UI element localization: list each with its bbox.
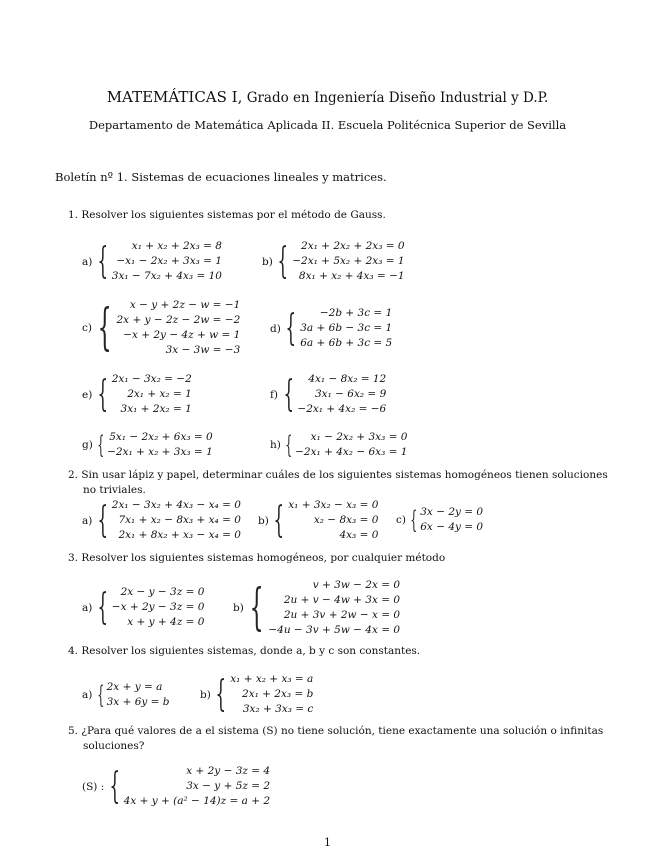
equation: 8x₁ + x₂ + 4x₃ = −1 [298, 270, 405, 282]
equation: x + y + 4z = 0 [127, 616, 205, 628]
problem-text-line: 4. Resolver los siguientes sistemas, donde a, b y c son constantes. [68, 645, 421, 657]
equation: 2x + y = a [106, 681, 163, 693]
equation: 3x − 2y = 0 [420, 506, 484, 518]
left-brace-icon: { [410, 504, 418, 534]
left-brace-icon: { [277, 239, 289, 283]
problem-text-line: 2. Sin usar lápiz y papel, determinar cuáles de los siguientes sistemas homogéneos tienen soluciones [68, 469, 608, 481]
bulletin-heading: Boletín nº 1. Sistemas de ecuaciones lineales y matrices. [55, 170, 387, 184]
left-brace-icon: { [109, 764, 120, 808]
left-brace-icon: { [249, 578, 264, 637]
equation: −2x₁ + 4x₂ = −6 [297, 403, 387, 415]
system-5s [82, 764, 270, 809]
equation: 3a + 6b − 3c = 1 [300, 322, 393, 334]
system-label: g) [82, 439, 93, 451]
equation: 3x₁ − 6x₂ = 9 [315, 388, 387, 400]
equation: 6a + 6b + 3c = 5 [300, 337, 393, 349]
equation: −2x₁ + 4x₂ − 6x₃ = 1 [295, 446, 408, 458]
equation: −4u − 3v + 5w − 4x = 0 [268, 624, 401, 636]
equation: 3x + 6y = b [106, 696, 170, 708]
problem-text-line: 3. Resolver los siguientes sistemas homogéneos, por cualquier método [68, 552, 446, 564]
problem-4-statement [68, 644, 420, 659]
equation: x₁ + x₂ + 2x₃ = 8 [131, 240, 222, 252]
equation-list [112, 239, 222, 284]
equation: 2u + 3v + 2w − x = 0 [283, 609, 401, 621]
system-label: a) [82, 601, 93, 614]
problem-3-statement [68, 551, 445, 566]
equation: 2x − y − 3z = 0 [120, 586, 205, 598]
system-4b [200, 672, 313, 717]
system-label: d) [270, 322, 281, 335]
equation-list [107, 430, 213, 460]
problem-1-statement [68, 208, 386, 223]
system-label: h) [270, 439, 281, 451]
system-label: (S) : [82, 780, 105, 793]
equation: −x + 2y − 4z + w = 1 [123, 329, 241, 341]
equation: 3x₁ + 2x₂ = 1 [120, 403, 192, 415]
problem-text-line: 1. Resolver los siguientes sistemas por el método de Gauss. [68, 209, 386, 221]
left-brace-icon: { [97, 679, 105, 709]
equation: 7x₁ + x₂ − 8x₃ + x₄ = 0 [118, 514, 241, 526]
system-2a [82, 498, 241, 543]
problem-text-line: 5. ¿Para qué valores de a el sistema (S) no tiene solución, tiene exactamente una solución o infinitas [68, 725, 604, 737]
left-brace-icon: { [97, 429, 105, 459]
system-label: a) [82, 514, 93, 527]
equation: −x₁ − 2x₂ + 3x₃ = 1 [116, 255, 222, 267]
equation-list [300, 306, 392, 351]
system-1d [270, 306, 392, 351]
equation: 2x₁ + 2x₃ = b [242, 688, 314, 700]
system-label: b) [200, 688, 211, 701]
equation-list [107, 680, 170, 710]
equation: 2x₁ + 8x₂ + x₃ − x₄ = 0 [118, 529, 241, 541]
system-label: a) [82, 255, 93, 268]
equation: 4x₁ − 8x₂ = 12 [308, 373, 387, 385]
left-brace-icon: { [97, 298, 112, 357]
equation-list [297, 372, 386, 417]
equation-list [112, 585, 205, 630]
system-1c [82, 298, 240, 358]
system-label: b) [233, 602, 244, 614]
equation: 2x₁ − 3x₂ + 4x₃ − x₄ = 0 [111, 499, 241, 511]
equation: −2x₁ + 5x₂ + 2x₃ = 1 [292, 255, 405, 267]
left-brace-icon: { [97, 239, 108, 283]
system-label: b) [262, 255, 273, 268]
equation: 2x + y − 2z − 2w = −2 [116, 314, 241, 326]
equation-list [295, 430, 407, 460]
system-label: a) [82, 689, 93, 701]
left-brace-icon: { [97, 585, 108, 629]
equation-list [112, 498, 241, 543]
system-1e [82, 372, 192, 417]
equation-list [230, 672, 313, 717]
equation: v + 3w − 2x = 0 [312, 579, 401, 591]
equation-list [268, 578, 400, 638]
equation-list [124, 764, 270, 809]
system-1g [82, 430, 213, 460]
equation: −x + 2y − 3z = 0 [111, 601, 205, 613]
equation: 3x − 3w = −3 [165, 344, 241, 356]
equation-list [117, 298, 241, 358]
equation: 3x₂ + 3x₃ = c [242, 703, 314, 715]
problem-text-line: no triviales. [83, 484, 146, 496]
left-brace-icon: { [285, 306, 297, 350]
system-4a [82, 680, 170, 710]
equation: 5x₁ − 2x₂ + 6x₃ = 0 [109, 431, 213, 443]
left-brace-icon: { [97, 498, 108, 542]
equation: 4x₃ = 0 [339, 529, 379, 541]
equation: x₁ − 2x₂ + 3x₃ = 0 [310, 431, 408, 443]
equation: 2x₁ − 3x₂ = −2 [111, 373, 192, 385]
system-2b [258, 498, 378, 543]
equation: 6x − 4y = 0 [420, 521, 484, 533]
equation: 2u + v − 4w + 3x = 0 [283, 594, 401, 606]
equation: 3x − y + 5z = 2 [186, 780, 271, 792]
system-1h [270, 430, 407, 460]
equation: x + 2y − 3z = 4 [186, 765, 271, 777]
problem-text-line: soluciones? [83, 740, 145, 752]
equation: x₁ + 3x₂ − x₃ = 0 [288, 499, 379, 511]
title-rest: Grado en Ingeniería Diseño Industrial y D.P. [246, 90, 549, 106]
left-brace-icon: { [97, 372, 108, 416]
equation: 2x₁ + 2x₂ + 2x₃ = 0 [301, 240, 405, 252]
left-brace-icon: { [283, 372, 294, 416]
equation: 2x₁ + x₂ = 1 [127, 388, 192, 400]
system-3b [233, 578, 400, 638]
system-1f [270, 372, 386, 417]
equation-list [288, 498, 378, 543]
problem-2-statement [68, 468, 608, 498]
equation: x₁ + x₂ + x₃ = a [230, 673, 314, 685]
system-1a [82, 239, 222, 284]
equation-list [292, 239, 404, 284]
system-label: b) [258, 514, 269, 527]
equation: x₂ − 8x₃ = 0 [313, 514, 379, 526]
department-line: Departamento de Matemática Aplicada II. Escuela Politécnica Superior de Sevilla [88, 118, 567, 132]
system-3a [82, 585, 204, 630]
problem-5-statement [68, 724, 603, 754]
equation: x − y + 2z − w = −1 [129, 299, 241, 311]
equation-list [420, 505, 483, 535]
left-brace-icon: { [285, 429, 293, 459]
system-label: f) [270, 388, 278, 401]
equation: −2x₁ + x₂ + 3x₃ = 1 [107, 446, 213, 458]
system-label: e) [82, 388, 93, 401]
system-1b [262, 239, 405, 284]
equation: 3x₁ − 7x₂ + 4x₃ = 10 [111, 270, 222, 282]
equation: 4x + y + (a² − 14)z = a + 2 [123, 795, 271, 807]
title-main: MATEMÁTICAS I, [106, 88, 243, 106]
system-2c [396, 505, 483, 535]
system-label: c) [82, 322, 92, 334]
left-brace-icon: { [273, 498, 285, 542]
equation-list [112, 372, 192, 417]
equation: −2b + 3c = 1 [319, 307, 393, 319]
left-brace-icon: { [215, 672, 227, 716]
document-title [0, 88, 655, 106]
system-label: c) [396, 514, 406, 526]
page-number: 1 [324, 836, 331, 849]
